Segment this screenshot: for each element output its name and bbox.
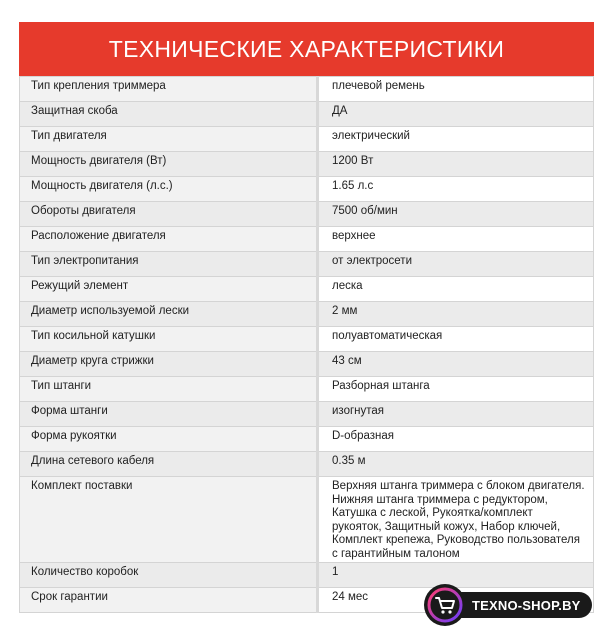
spec-label: Защитная скоба bbox=[20, 102, 318, 127]
table-row bbox=[20, 102, 594, 127]
spec-label: Форма штанги bbox=[20, 402, 318, 427]
table-row bbox=[20, 377, 594, 402]
spec-label: Тип крепления триммера bbox=[20, 77, 318, 102]
spec-value: плечевой ремень bbox=[318, 77, 594, 102]
spec-label: Срок гарантии bbox=[20, 588, 318, 613]
watermark-badge bbox=[420, 582, 613, 630]
table-row bbox=[20, 452, 594, 477]
table-row bbox=[20, 127, 594, 152]
spec-value: 2 мм bbox=[318, 302, 594, 327]
spec-label: Тип штанги bbox=[20, 377, 318, 402]
spec-value: ДА bbox=[318, 102, 594, 127]
spec-header bbox=[19, 22, 594, 76]
page-title: ТЕХНИЧЕСКИЕ ХАРАКТЕРИСТИКИ bbox=[108, 35, 505, 62]
spec-label: Длина сетевого кабеля bbox=[20, 452, 318, 477]
watermark-logo bbox=[424, 584, 466, 626]
table-row bbox=[20, 152, 594, 177]
spec-label: Комплект поставки bbox=[20, 477, 318, 563]
spec-table bbox=[19, 76, 594, 613]
table-row bbox=[20, 327, 594, 352]
spec-value: верхнее bbox=[318, 227, 594, 252]
spec-label: Тип двигателя bbox=[20, 127, 318, 152]
spec-label: Тип косильной катушки bbox=[20, 327, 318, 352]
spec-label: Диаметр используемой лески bbox=[20, 302, 318, 327]
spec-value: электрический bbox=[318, 127, 594, 152]
shopping-cart-icon bbox=[427, 587, 463, 623]
table-row bbox=[20, 177, 594, 202]
spec-value: Разборная штанга bbox=[318, 377, 594, 402]
table-row bbox=[20, 277, 594, 302]
spec-value: 0.35 м bbox=[318, 452, 594, 477]
spec-value: 1.65 л.с bbox=[318, 177, 594, 202]
spec-label: Мощность двигателя (л.с.) bbox=[20, 177, 318, 202]
spec-label: Диаметр круга стрижки bbox=[20, 352, 318, 377]
spec-value: изогнутая bbox=[318, 402, 594, 427]
table-row bbox=[20, 352, 594, 377]
table-row bbox=[20, 302, 594, 327]
spec-value: 24 мес bbox=[318, 588, 594, 613]
spec-value: 7500 об/мин bbox=[318, 202, 594, 227]
spec-label: Тип электропитания bbox=[20, 252, 318, 277]
spec-value: Верхняя штанга триммера с блоком двигателя. Нижняя штанга триммера с редуктором, Катушка с леской, Рукоятка/комплект рукояток, Защитный кожух, Набор ключей, Комплект крепежа, Руководство пользователя с гарантийным талоном bbox=[318, 477, 594, 563]
table-row bbox=[20, 77, 594, 102]
spec-value: 43 см bbox=[318, 352, 594, 377]
table-row bbox=[20, 202, 594, 227]
spec-label: Мощность двигателя (Вт) bbox=[20, 152, 318, 177]
spec-label: Расположение двигателя bbox=[20, 227, 318, 252]
spec-label: Обороты двигателя bbox=[20, 202, 318, 227]
table-row bbox=[20, 252, 594, 277]
spec-label: Количество коробок bbox=[20, 563, 318, 588]
table-row bbox=[20, 427, 594, 452]
table-row bbox=[20, 227, 594, 252]
spec-label: Режущий элемент bbox=[20, 277, 318, 302]
watermark-text: TEXNO-SHOP.BY bbox=[472, 597, 581, 613]
spec-label: Форма рукоятки bbox=[20, 427, 318, 452]
spec-value: от электросети bbox=[318, 252, 594, 277]
spec-value: 1 bbox=[318, 563, 594, 588]
spec-value: 1200 Вт bbox=[318, 152, 594, 177]
table-row bbox=[20, 477, 594, 563]
spec-value: леска bbox=[318, 277, 594, 302]
table-row bbox=[20, 402, 594, 427]
spec-value: D-образная bbox=[318, 427, 594, 452]
spec-value: полуавтоматическая bbox=[318, 327, 594, 352]
